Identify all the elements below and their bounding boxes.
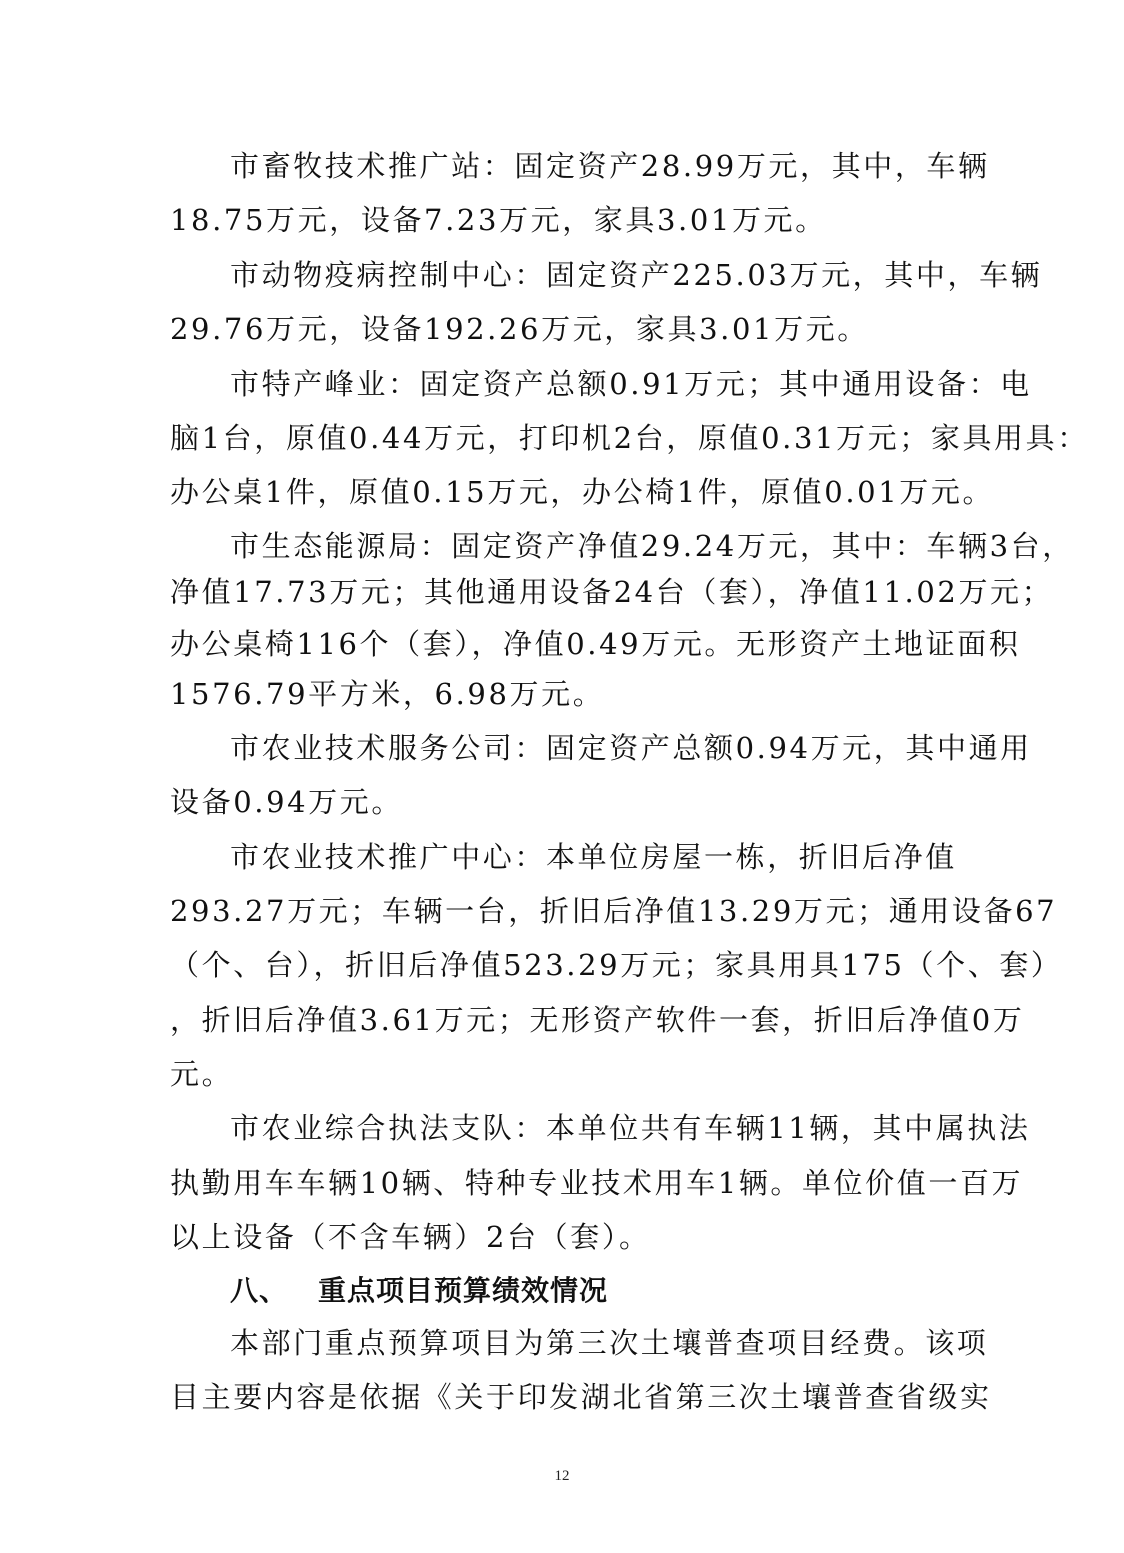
text-line: 设备0.94万元。 [170, 785, 403, 819]
text-line: 市农业技术服务公司：固定资产总额0.94万元，其中通用 [230, 731, 1032, 765]
text-line: 市农业技术推广中心：本单位房屋一栋，折旧后净值 [230, 840, 957, 874]
text-line: 元。 [170, 1057, 234, 1091]
text-line: 18.75万元，设备7.23万元，家具3.01万元。 [170, 203, 827, 237]
text-line: 市特产峰业：固定资产总额0.91万元；其中通用设备：电 [230, 367, 1032, 401]
text-line: （个、台），折旧后净值523.29万元；家具用具175（个、套） [170, 948, 1063, 982]
section-heading [230, 1274, 608, 1308]
text-line: 办公桌1件，原值0.15万元，办公椅1件，原值0.01万元。 [170, 475, 995, 509]
text-line: 目主要内容是依据《关于印发湖北省第三次土壤普查省级实 [170, 1380, 992, 1414]
section-title: 重点项目预算绩效情况 [318, 1274, 609, 1307]
section-number: 八、 [230, 1274, 289, 1307]
text-line: 市畜牧技术推广站：固定资产28.99万元，其中，车辆 [230, 149, 990, 183]
text-line: 市生态能源局：固定资产净值29.24万元，其中：车辆3台， [230, 529, 1074, 563]
text-line: ，折旧后净值3.61万元；无形资产软件一套，折旧后净值0万 [170, 1003, 1025, 1037]
text-line: 29.76万元，设备192.26万元，家具3.01万元。 [170, 312, 869, 346]
text-line: 脑1台，原值0.44万元，打印机2台，原值0.31万元；家具用具： [170, 421, 1089, 455]
text-line: 以上设备（不含车辆）2台（套）。 [170, 1220, 651, 1254]
text-line: 293.27万元；车辆一台，折旧后净值13.29万元；通用设备67 [170, 894, 1058, 928]
text-line: 本部门重点预算项目为第三次土壤普查项目经费。该项 [230, 1326, 989, 1360]
page-number: 12 [554, 1468, 570, 1484]
text-line: 执勤用车车辆10辆、特种专业技术用车1辆。单位价值一百万 [170, 1166, 1024, 1200]
text-line: 市农业综合执法支队：本单位共有车辆11辆，其中属执法 [230, 1111, 1031, 1145]
text-line: 市动物疫病控制中心：固定资产225.03万元，其中，车辆 [230, 258, 1043, 292]
text-line: 净值17.73万元；其他通用设备24台（套），净值11.02万元； [170, 575, 1054, 609]
text-line: 办公桌椅116个（套），净值0.49万元。无形资产土地证面积 [170, 627, 1021, 661]
text-line: 1576.79平方米，6.98万元。 [170, 677, 605, 711]
